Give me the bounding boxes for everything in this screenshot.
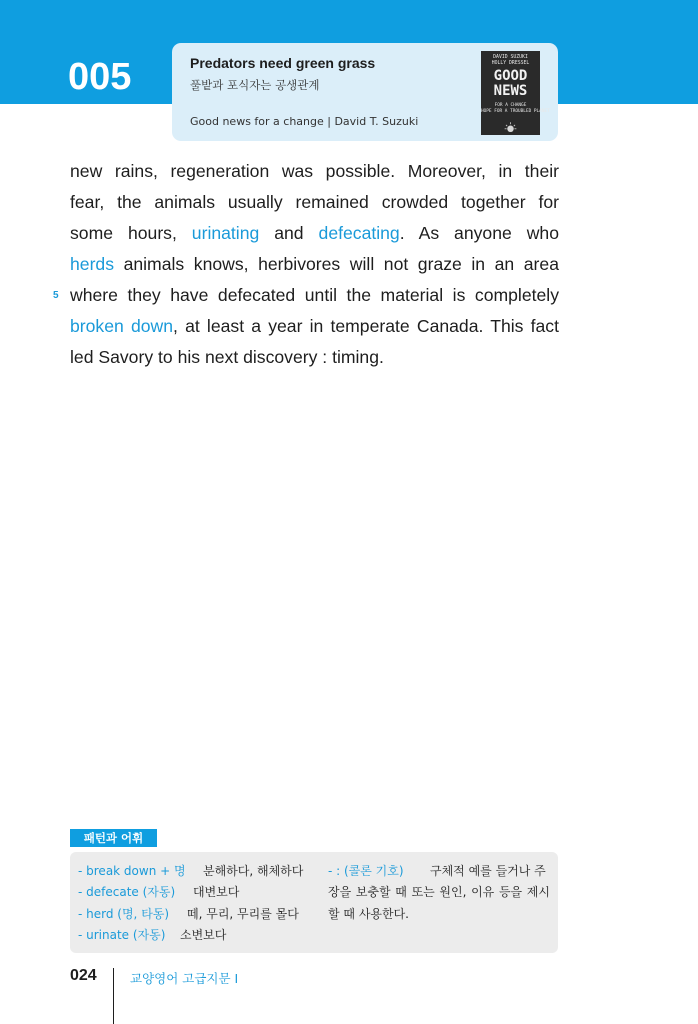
book-cover-tagline: FOR A CHANGE HOPE FOR A TROUBLED PLANET <box>481 103 550 114</box>
passage-line <box>70 280 559 311</box>
passage-text-segment: animals knows, herbivores will not graze in an area <box>114 254 559 274</box>
highlighted-vocab-word: broken down <box>70 316 174 336</box>
vocab-definition: 대변보다 <box>193 885 240 899</box>
passage-text-segment: new rains, regeneration was possible. Moreover, in their <box>70 161 559 181</box>
passage-text-segment: . As anyone who <box>399 223 559 243</box>
line-number-marker: 5 <box>53 290 59 301</box>
highlighted-vocab-word: defecating <box>318 223 400 243</box>
chapter-number: 005 <box>68 56 132 98</box>
book-cover-authors: DAVID SUZUKI HOLLY DRESSEL <box>491 55 530 66</box>
vocab-definition: 분해하다, 해체하다 <box>203 864 304 878</box>
passage-line <box>70 311 559 342</box>
highlighted-vocab-word: urinating <box>191 223 260 243</box>
vocabulary-heading: 패턴과 어휘 <box>70 829 157 847</box>
vocab-term: - defecate (자동) <box>78 885 176 899</box>
sun-emblem-icon <box>504 121 517 134</box>
book-cover-image <box>481 51 550 135</box>
colon-note-line: 장을 보충할 때 또는 원인, 이유 등을 제시 <box>328 885 550 899</box>
passage-text-segment: where they have defecated until the material is completely <box>70 285 559 305</box>
vocabulary-box <box>70 852 558 953</box>
colon-note-line: 할 때 사용한다. <box>328 907 409 921</box>
vocab-term: - urinate (자동) <box>78 928 166 942</box>
footer-divider <box>113 968 114 1024</box>
passage-text-segment: and <box>259 223 319 243</box>
passage-text-segment: led Savory to his next discovery : timing. <box>70 347 384 367</box>
vocab-definition: 소변보다 <box>180 928 227 942</box>
passage-text <box>70 156 559 373</box>
vocab-term: - herd (명, 타동) <box>78 907 170 921</box>
passage-title: Predators need green grass <box>190 55 376 71</box>
highlighted-vocab-word: herds <box>70 254 115 274</box>
header-card <box>172 43 558 141</box>
passage-line <box>70 218 559 249</box>
passage-text-segment: , at least a year in temperate Canada. This fact <box>173 316 559 336</box>
passage-text-segment: some hours, <box>70 223 192 243</box>
passage-source: Good news for a change | David T. Suzuki <box>190 115 419 128</box>
passage-subtitle: 풀밭과 포식자는 공생관계 <box>190 78 320 92</box>
passage-line <box>70 156 559 187</box>
book-cover-title: GOOD NEWS <box>493 68 528 99</box>
passage-line <box>70 342 559 373</box>
book-series-title: 교양영어 고급지문 I <box>130 971 239 986</box>
passage-line <box>70 249 559 280</box>
vocab-definition: 떼, 무리, 무리를 몰다 <box>187 907 299 921</box>
page-number: 024 <box>70 967 97 984</box>
vocab-term: - break down + 명 <box>78 864 186 878</box>
colon-note-line: 구체적 예를 들거나 주 <box>430 864 546 878</box>
passage-line <box>70 187 559 218</box>
passage-text-segment: fear, the animals usually remained crowded together for <box>70 192 559 212</box>
colon-note-term: - : (콜론 기호) <box>328 864 404 878</box>
